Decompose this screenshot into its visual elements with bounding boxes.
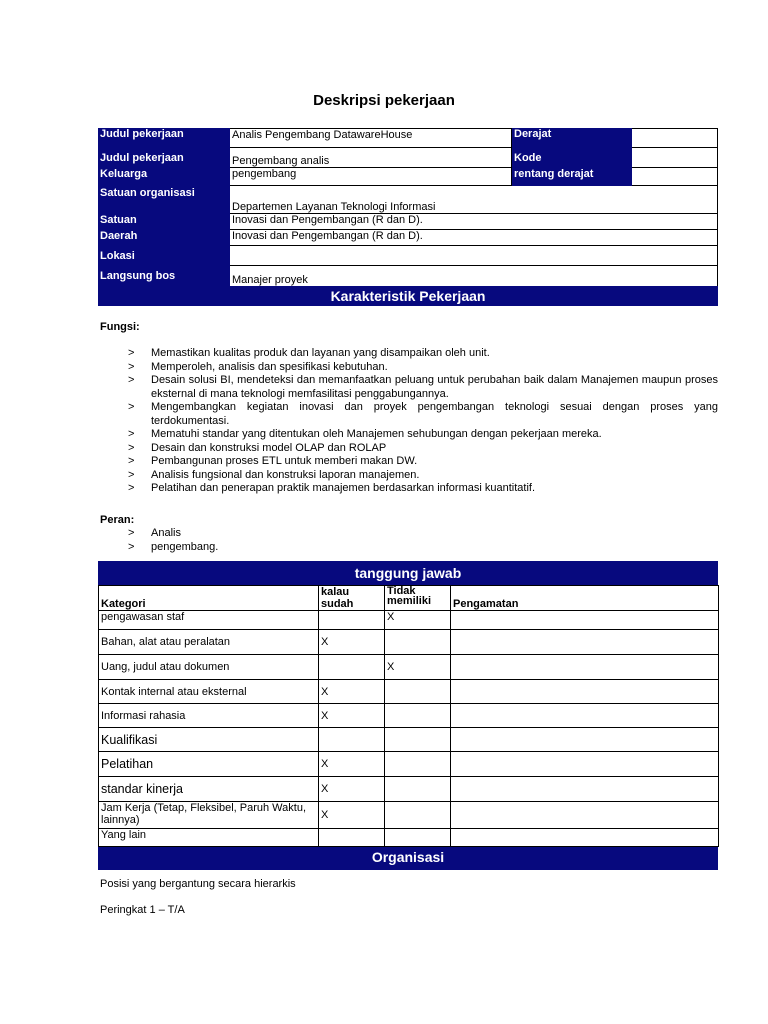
- kategori-cell: pengawasan staf: [99, 611, 319, 630]
- bullet-marker: >: [128, 347, 135, 359]
- table-row: [99, 680, 719, 704]
- bullet-marker: >: [128, 401, 135, 413]
- list-item: [128, 442, 718, 456]
- fungsi-list: [128, 347, 718, 496]
- info-label: Satuan: [98, 214, 230, 230]
- info-row: [98, 230, 718, 246]
- column-header: Pengamatan: [451, 586, 719, 611]
- list-item: [128, 527, 718, 541]
- peran-label: Peran:: [100, 514, 135, 526]
- kategori-cell: Kontak internal atau eksternal: [99, 680, 319, 704]
- peran-list: [128, 527, 718, 554]
- sudah-cell: X: [319, 680, 385, 704]
- info-row: [98, 246, 718, 266]
- responsibility-grid: [98, 585, 719, 847]
- pengamatan-cell: [451, 728, 719, 752]
- info-value: Inovasi dan Pengembangan (R dan D).: [230, 214, 718, 230]
- table-row: [99, 777, 719, 802]
- pengamatan-cell: [451, 704, 719, 728]
- info-value: Manajer proyek: [230, 266, 718, 286]
- sudah-cell: [319, 829, 385, 847]
- info-label: Lokasi: [98, 246, 230, 266]
- info-row: [98, 214, 718, 230]
- section-bar-organisasi: Organisasi: [98, 847, 718, 870]
- tidak-cell: [385, 777, 451, 802]
- info-row: [98, 168, 718, 186]
- list-item-text: Desain dan konstruksi model OLAP dan ROLAP: [151, 441, 387, 454]
- sudah-cell: X: [319, 704, 385, 728]
- sudah-cell: X: [319, 752, 385, 777]
- organisasi-line: Peringkat 1 – T/A: [100, 904, 185, 916]
- sudah-cell: X: [319, 630, 385, 655]
- info-label: Judul pekerjaan: [98, 128, 230, 148]
- bullet-marker: >: [128, 455, 135, 467]
- info-value: Inovasi dan Pengembangan (R dan D).: [230, 230, 718, 246]
- tidak-cell: [385, 704, 451, 728]
- info-label: Daerah: [98, 230, 230, 246]
- list-item: [128, 361, 718, 375]
- section-bar-tanggung-jawab: tanggung jawab: [98, 561, 718, 585]
- list-item: [128, 455, 718, 469]
- list-item: [128, 428, 718, 442]
- pengamatan-cell: [451, 630, 719, 655]
- info-label: Langsung bos: [98, 266, 230, 286]
- fungsi-label: Fungsi:: [100, 321, 140, 333]
- list-item-text: Memastikan kualitas produk dan layanan yang disampaikan oleh unit.: [151, 347, 490, 359]
- sudah-cell: X: [319, 777, 385, 802]
- list-item-text: Pelatihan dan penerapan praktik manajemen berdasarkan informasi kuantitatif.: [151, 482, 536, 494]
- list-item: [128, 347, 718, 361]
- pengamatan-cell: [451, 655, 719, 680]
- info-value: pengembang: [230, 168, 512, 186]
- list-item-text: pengembang.: [151, 540, 219, 553]
- bullet-marker: >: [128, 441, 135, 454]
- list-item: [128, 374, 718, 401]
- tidak-cell: [385, 752, 451, 777]
- responsibility-table: [98, 561, 718, 870]
- kategori-cell: Yang lain: [99, 829, 319, 847]
- sudah-cell: X: [319, 802, 385, 829]
- info-side-label: Derajat: [512, 128, 632, 148]
- table-header-row: [99, 586, 719, 611]
- list-item: [128, 541, 718, 555]
- kategori-cell: Bahan, alat atau peralatan: [99, 630, 319, 655]
- bullet-marker: >: [128, 360, 135, 373]
- table-row: [99, 655, 719, 680]
- info-value: Analis Pengembang DatawareHouse: [230, 128, 512, 148]
- bullet-marker: >: [128, 482, 135, 494]
- section-bar-karakteristik: Karakteristik Pekerjaan: [98, 286, 718, 306]
- sudah-cell: [319, 611, 385, 630]
- bullet-marker: >: [128, 374, 135, 386]
- info-side-label: Kode: [512, 148, 632, 168]
- kategori-cell: Uang, judul atau dokumen: [99, 655, 319, 680]
- bullet-marker: >: [128, 540, 135, 553]
- kategori-cell: Kualifikasi: [99, 728, 319, 752]
- info-row: [98, 128, 718, 148]
- kategori-cell: Pelatihan: [99, 752, 319, 777]
- list-item-text: Desain solusi BI, mendeteksi dan memanfaatkan peluang untuk perubahan baik dalam Manajemen maupun proses eksternal di mana teknologi memfasilitasi penggabungannya.: [151, 374, 718, 400]
- list-item-text: Memperoleh, analisis dan spesifikasi kebutuhan.: [151, 360, 388, 373]
- table-row: [99, 802, 719, 829]
- bullet-marker: >: [128, 428, 135, 440]
- bullet-marker: >: [128, 468, 135, 481]
- info-value: Departemen Layanan Teknologi Informasi: [230, 186, 718, 214]
- pengamatan-cell: [451, 777, 719, 802]
- tidak-cell: [385, 829, 451, 847]
- tidak-cell: [385, 728, 451, 752]
- info-label: Judul pekerjaan: [98, 148, 230, 168]
- pengamatan-cell: [451, 680, 719, 704]
- info-value: [230, 246, 718, 266]
- table-row: [99, 611, 719, 630]
- info-side-value: [632, 168, 718, 186]
- info-row: [98, 186, 718, 214]
- tidak-cell: X: [385, 611, 451, 630]
- kategori-cell: standar kinerja: [99, 777, 319, 802]
- tidak-cell: [385, 802, 451, 829]
- list-item-text: Analis: [151, 527, 181, 539]
- tidak-cell: X: [385, 655, 451, 680]
- info-value: Pengembang analis: [230, 148, 512, 168]
- tidak-cell: [385, 630, 451, 655]
- table-row: [99, 829, 719, 847]
- organisasi-line: Posisi yang bergantung secara hierarkis: [100, 878, 296, 890]
- info-row: [98, 266, 718, 286]
- page-title: Deskripsi pekerjaan: [313, 92, 455, 109]
- sudah-cell: [319, 655, 385, 680]
- list-item: [128, 482, 718, 496]
- pengamatan-cell: [451, 611, 719, 630]
- pengamatan-cell: [451, 802, 719, 829]
- info-side-label: rentang derajat: [512, 168, 632, 186]
- info-side-value: [632, 128, 718, 148]
- pengamatan-cell: [451, 829, 719, 847]
- column-header: kalau sudah: [319, 586, 385, 611]
- bullet-marker: >: [128, 527, 135, 539]
- list-item-text: Analisis fungsional dan konstruksi laporan manajemen.: [151, 468, 420, 481]
- table-row: [99, 630, 719, 655]
- table-row: [99, 728, 719, 752]
- kategori-cell: Jam Kerja (Tetap, Fleksibel, Paruh Waktu, lainnya): [99, 802, 319, 829]
- table-row: [99, 752, 719, 777]
- info-side-value: [632, 148, 718, 168]
- list-item-text: Mengembangkan kegiatan inovasi dan proyek pengembangan teknologi sesuai dengan proses yang terdokumentasi.: [151, 401, 718, 427]
- sudah-cell: [319, 728, 385, 752]
- list-item-text: Mematuhi standar yang ditentukan oleh Manajemen sehubungan dengan pekerjaan mereka.: [151, 428, 602, 440]
- column-header: Tidak memiliki: [385, 586, 451, 611]
- pengamatan-cell: [451, 752, 719, 777]
- job-info-table: [98, 128, 718, 306]
- info-label: Keluarga: [98, 168, 230, 186]
- info-label: Satuan organisasi: [98, 186, 230, 214]
- list-item: [128, 469, 718, 483]
- column-header: Kategori: [99, 586, 319, 611]
- tidak-cell: [385, 680, 451, 704]
- table-row: [99, 704, 719, 728]
- list-item: [128, 401, 718, 428]
- kategori-cell: Informasi rahasia: [99, 704, 319, 728]
- list-item-text: Pembangunan proses ETL untuk memberi makan DW.: [151, 455, 418, 467]
- info-row: [98, 148, 718, 168]
